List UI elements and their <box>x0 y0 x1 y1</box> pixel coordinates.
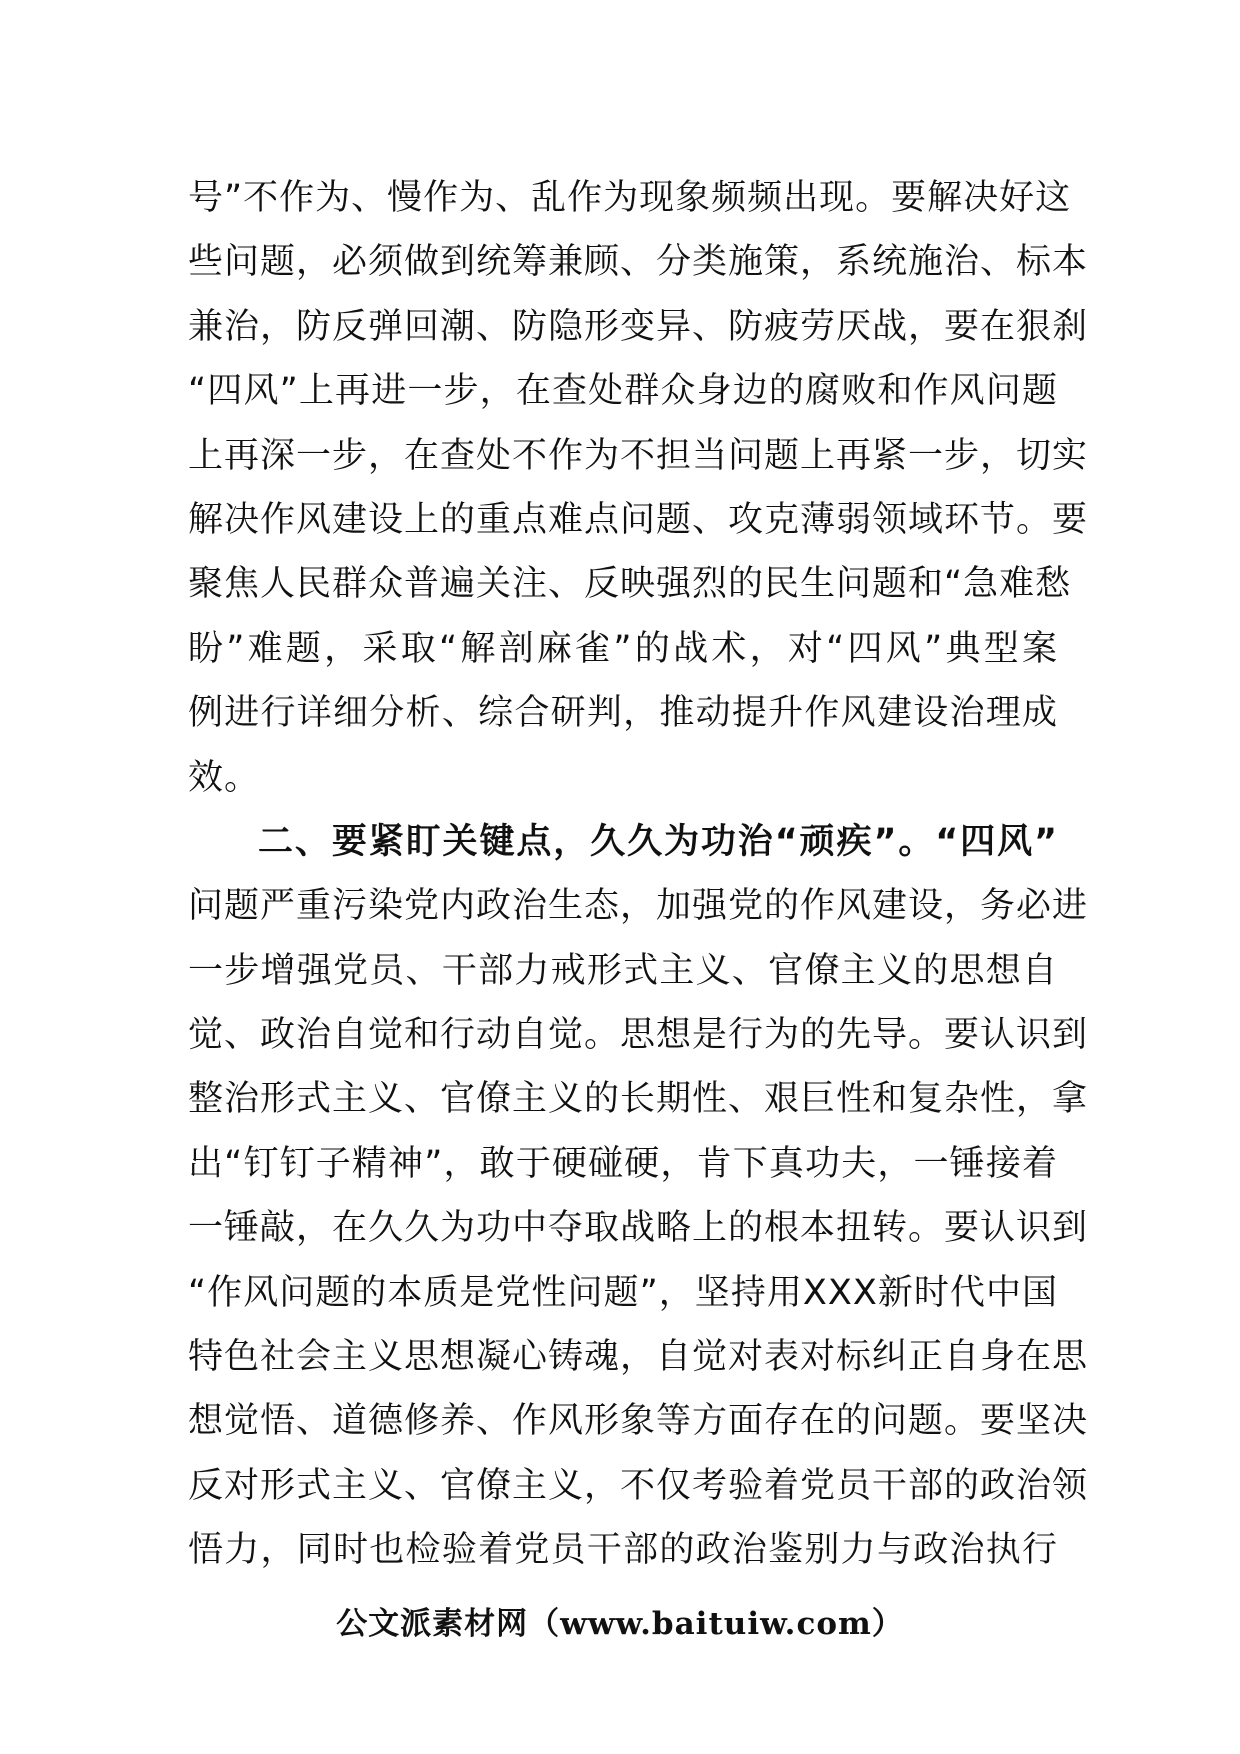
paragraph-line: 解决作风建设上的重点难点问题、攻克薄弱领域环节。要 <box>188 499 1089 540</box>
paragraph-line: 号”不作为、慢作为、乱作为现象频频出现。要解决好这 <box>188 178 1072 218</box>
paragraph-line: 一步增强党员、干部力戒形式主义、官僚主义的思想自 <box>188 950 1058 991</box>
section-heading-line: 二、要紧盯关键点，久久为功治“顽疾”。“四风” <box>258 821 1058 862</box>
paragraph-line: 效。 <box>188 757 261 798</box>
paragraph-line: “作风问题的本质是党性问题”，坚持用XXX新时代中国 <box>188 1272 1058 1313</box>
paragraph-line: 上再深一步，在查处不作为不担当问题上再紧一步，切实 <box>188 435 1089 476</box>
paragraph-line: 聚焦人民群众普遍关注、反映强烈的民生问题和“急难愁 <box>188 564 1072 605</box>
paragraph-line: 一锤敲，在久久为功中夺取战略上的根本扭转。要认识到 <box>188 1208 1089 1249</box>
paragraph-line: 反对形式主义、官僚主义，不仅考验着党员干部的政治领 <box>188 1465 1089 1506</box>
paragraph-line: 想觉悟、道德修养、作风形象等方面存在的问题。要坚决 <box>188 1401 1089 1442</box>
paragraph-line: “四风”上再进一步，在查处群众身边的腐败和作风问题 <box>188 371 1058 412</box>
body-text <box>188 166 1089 1583</box>
paragraph-line: 例进行详细分析、综合研判，推动提升作风建设治理成 <box>188 693 1058 734</box>
paragraph-line: 盼”难题，采取“解剖麻雀”的战术，对“四风”典型案 <box>188 628 1058 669</box>
paragraph-line: 特色社会主义思想凝心铸魂，自觉对表对标纠正自身在思 <box>188 1337 1089 1378</box>
paragraph-line: 觉、政治自觉和行动自觉。思想是行为的先导。要认识到 <box>188 1015 1089 1056</box>
paragraph-line: 出“钉钉子精神”，敢于硬碰硬，肯下真功夫，一锤接着 <box>188 1143 1058 1184</box>
paragraph-line: 问题严重污染党内政治生态，加强党的作风建设，务必进 <box>188 886 1089 927</box>
paragraph-line: 悟力，同时也检验着党员干部的政治鉴别力与政治执行 <box>188 1530 1058 1571</box>
paragraph-line: 兼治，防反弹回潮、防隐形变异、防疲劳厌战，要在狠刹 <box>188 306 1089 347</box>
paragraph-line: 整治形式主义、官僚主义的长期性、艰巨性和复杂性，拿 <box>188 1079 1089 1120</box>
footer-watermark: 公文派素材网（www.baituiw.com） <box>336 1606 904 1642</box>
paragraph-line: 些问题，必须做到统筹兼顾、分类施策，系统施治、标本 <box>188 242 1089 283</box>
